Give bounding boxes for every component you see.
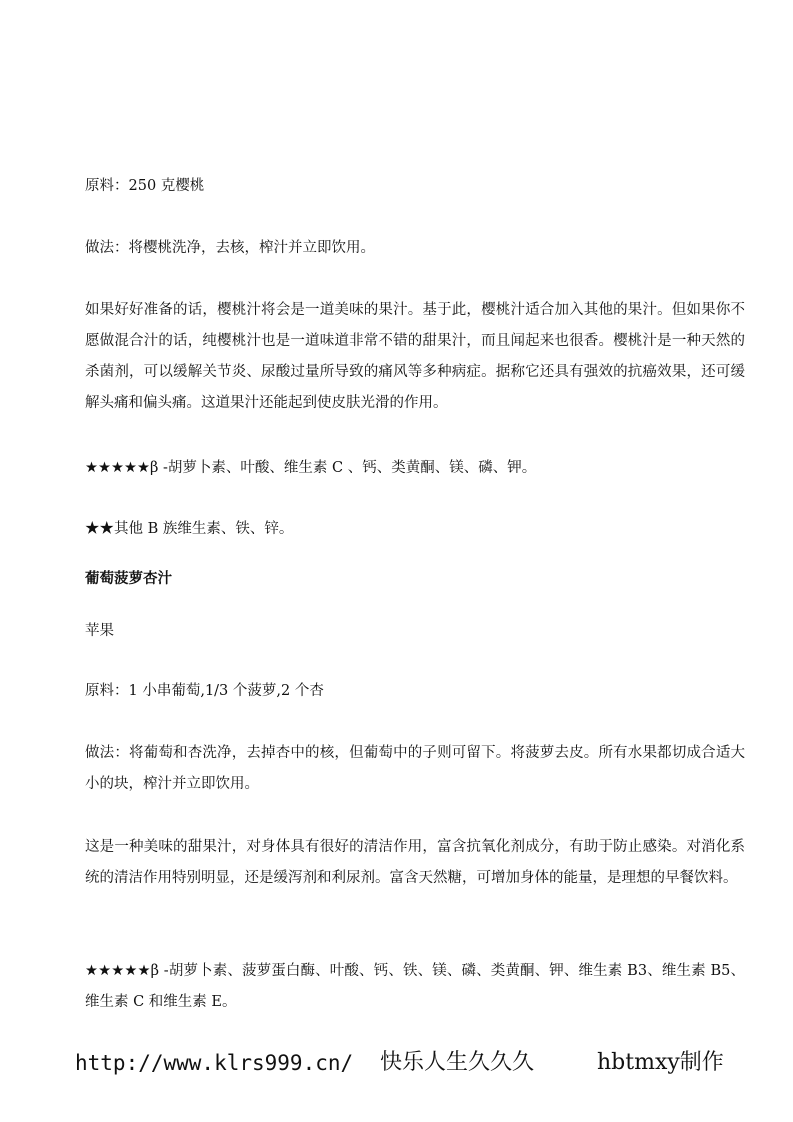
cherry-ingredients: 原料：250 克樱桃 [85, 178, 205, 194]
footer-site-name: 快乐人生久久久 [380, 1050, 535, 1075]
grape-ingredients: 原料：1 小串葡萄,1/3 个菠萝,2 个杏 [85, 683, 324, 699]
recipe-heading: 葡萄菠萝杏汁 [85, 571, 172, 587]
cherry-nutrients-two-star: ★★其他 B 族维生素、铁、锌。 [85, 521, 294, 537]
cherry-description: 如果好好准备的话，樱桃汁将会是一道美味的果汁。基于此，樱桃汁适合加入其他的果汁。但如果你不愿做混合汁的话，纯樱桃汁也是一道味道非常不错的甜果汁，而且闻起来也很香。樱桃汁是一种天然的杀菌剂，可以缓解关节炎、尿酸过量所导致的痛风等多种病症。据称它还具有强效的抗癌效果，还可缓解头痛和偏头痛。这道果汁还能起到使皮肤光滑的作用。 [85, 302, 745, 411]
grape-nutrients-five-star: ★★★★★β -胡萝卜素、菠萝蛋白酶、叶酸、钙、铁、镁、磷、类黄酮、钾、维生素 B3、维生素 B5、维生素 C 和维生素 E。 [85, 963, 745, 1010]
cherry-nutrients-five-star: ★★★★★β -胡萝卜素、叶酸、维生素 C 、钙、类黄酮、镁、磷、钾。 [85, 460, 537, 476]
page-footer [75, 1046, 725, 1080]
grape-method: 做法：将葡萄和杏洗净，去掉杏中的核，但葡萄中的子则可留下。将菠萝去皮。所有水果都切成合适大小的块，榨汁并立即饮用。 [85, 745, 745, 792]
footer-url-link[interactable]: http://www.klrs999.cn/ [75, 1051, 354, 1075]
recipe-category: 苹果 [85, 623, 114, 639]
footer-credit: hbtmxy制作 [597, 1050, 724, 1075]
cherry-method: 做法：将樱桃洗净，去核，榨汁并立即饮用。 [85, 240, 375, 256]
grape-description: 这是一种美味的甜果汁，对身体具有很好的清洁作用，富含抗氧化剂成分，有助于防止感染。对消化系统的清洁作用特别明显，还是缓泻剂和利尿剂。富含天然糖，可增加身体的能量，是理想的早餐饮料。 [85, 839, 745, 886]
